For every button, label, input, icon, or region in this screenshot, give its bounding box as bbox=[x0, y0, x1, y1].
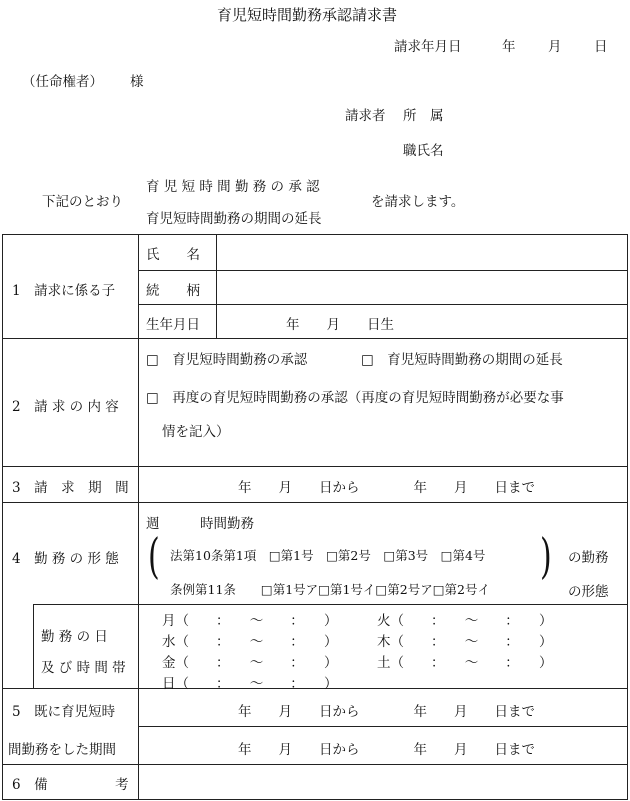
request-option-reapproval: □ 再度の育児短時間勤務の承認（再度の育児短時間勤務が必要な事 bbox=[146, 390, 564, 406]
day-thursday: 木（ ： ～ ： ） bbox=[377, 634, 553, 650]
open-bracket: ( bbox=[148, 529, 160, 586]
name-label: 職氏名 bbox=[403, 143, 444, 159]
appointer-label: （任命権者） bbox=[22, 74, 103, 90]
child-birthdate-label: 生年月日 bbox=[146, 317, 200, 333]
preamble-left: 下記のとおり bbox=[42, 194, 123, 210]
section5-middle bbox=[138, 726, 628, 727]
child-name-label: 氏 名 bbox=[146, 247, 200, 263]
label-column-divider bbox=[138, 234, 139, 800]
day-wednesday: 水（ ： ～ ： ） bbox=[162, 634, 338, 650]
form-suffix-2: の形態 bbox=[568, 584, 609, 600]
section5-label-1: 5 既に育児短時 bbox=[12, 704, 116, 720]
child-relation-label: 続 柄 bbox=[146, 283, 200, 299]
row1-divider-b bbox=[138, 304, 628, 305]
request-option-extension: □ 育児短時間勤務の期間の延長 bbox=[361, 352, 563, 368]
ordinance-provision-line: 条例第11条 □第1号ア□第1号イ□第2号ア□第2号イ bbox=[170, 582, 490, 597]
request-option-reapproval-cont: 情を記入） bbox=[162, 424, 230, 440]
dept-label: 所 属 bbox=[403, 108, 444, 124]
past-period-1: 年 月 日から 年 月 日まで bbox=[238, 704, 535, 720]
day-tuesday: 火（ ： ～ ： ） bbox=[377, 613, 553, 629]
section2-label: 2 請 求 の 内 容 bbox=[12, 399, 119, 415]
form-suffix-1: の勤務 bbox=[568, 550, 609, 566]
request-date-day: 日 bbox=[594, 39, 608, 55]
request-date-label: 請求年月日 bbox=[394, 39, 462, 55]
section5-bottom bbox=[2, 764, 628, 765]
section3-bottom bbox=[2, 502, 628, 503]
weekly-hours: 週 時間勤務 bbox=[146, 516, 254, 532]
schedule-top bbox=[33, 604, 628, 605]
day-sunday: 日（ ： ～ ： ） bbox=[162, 676, 338, 692]
schedule-label-left-edge bbox=[33, 604, 34, 688]
section1-label: 1 請求に係る子 bbox=[12, 283, 116, 299]
law-provision-line: 法第10条第1項 □第1号 □第2号 □第3号 □第4号 bbox=[170, 548, 486, 563]
child-info-divider bbox=[216, 234, 217, 338]
request-date-month: 月 bbox=[548, 39, 562, 55]
requester-label: 請求者 bbox=[345, 108, 386, 124]
request-option-approval: □ 育児短時間勤務の承認 bbox=[146, 352, 308, 368]
section6-label: 6 備 考 bbox=[12, 777, 129, 793]
request-period: 年 月 日から 年 月 日まで bbox=[238, 480, 535, 496]
past-period-2: 年 月 日から 年 月 日まで bbox=[238, 742, 535, 758]
section2-bottom bbox=[2, 466, 628, 467]
close-bracket: ) bbox=[540, 529, 552, 586]
request-date-year: 年 bbox=[502, 39, 516, 55]
preamble-right: を請求します。 bbox=[371, 194, 465, 210]
row1-divider-a bbox=[138, 270, 628, 271]
sama-label: 様 bbox=[130, 74, 144, 90]
schedule-label-1: 勤 務 の 日 bbox=[41, 629, 108, 645]
child-birthdate-value: 年 月 日生 bbox=[286, 317, 394, 333]
section5-label-2: 間勤務をした期間 bbox=[8, 742, 116, 758]
section3-label: 3 請 求 期 間 bbox=[12, 480, 129, 496]
option-approval-text: 育 児 短 時 間 勤 務 の 承 認 bbox=[146, 179, 320, 195]
day-saturday: 土（ ： ～ ： ） bbox=[377, 655, 553, 671]
option-extension-text: 育児短時間勤務の期間の延長 bbox=[146, 211, 322, 227]
day-monday: 月（ ： ～ ： ） bbox=[162, 613, 338, 629]
page-title: 育児短時間勤務承認請求書 bbox=[217, 6, 398, 24]
schedule-label-2: 及 び 時 間 帯 bbox=[41, 660, 126, 676]
section1-bottom bbox=[2, 338, 628, 339]
section4-label: 4 勤 務 の 形 態 bbox=[12, 551, 119, 567]
day-friday: 金（ ： ～ ： ） bbox=[162, 655, 338, 671]
